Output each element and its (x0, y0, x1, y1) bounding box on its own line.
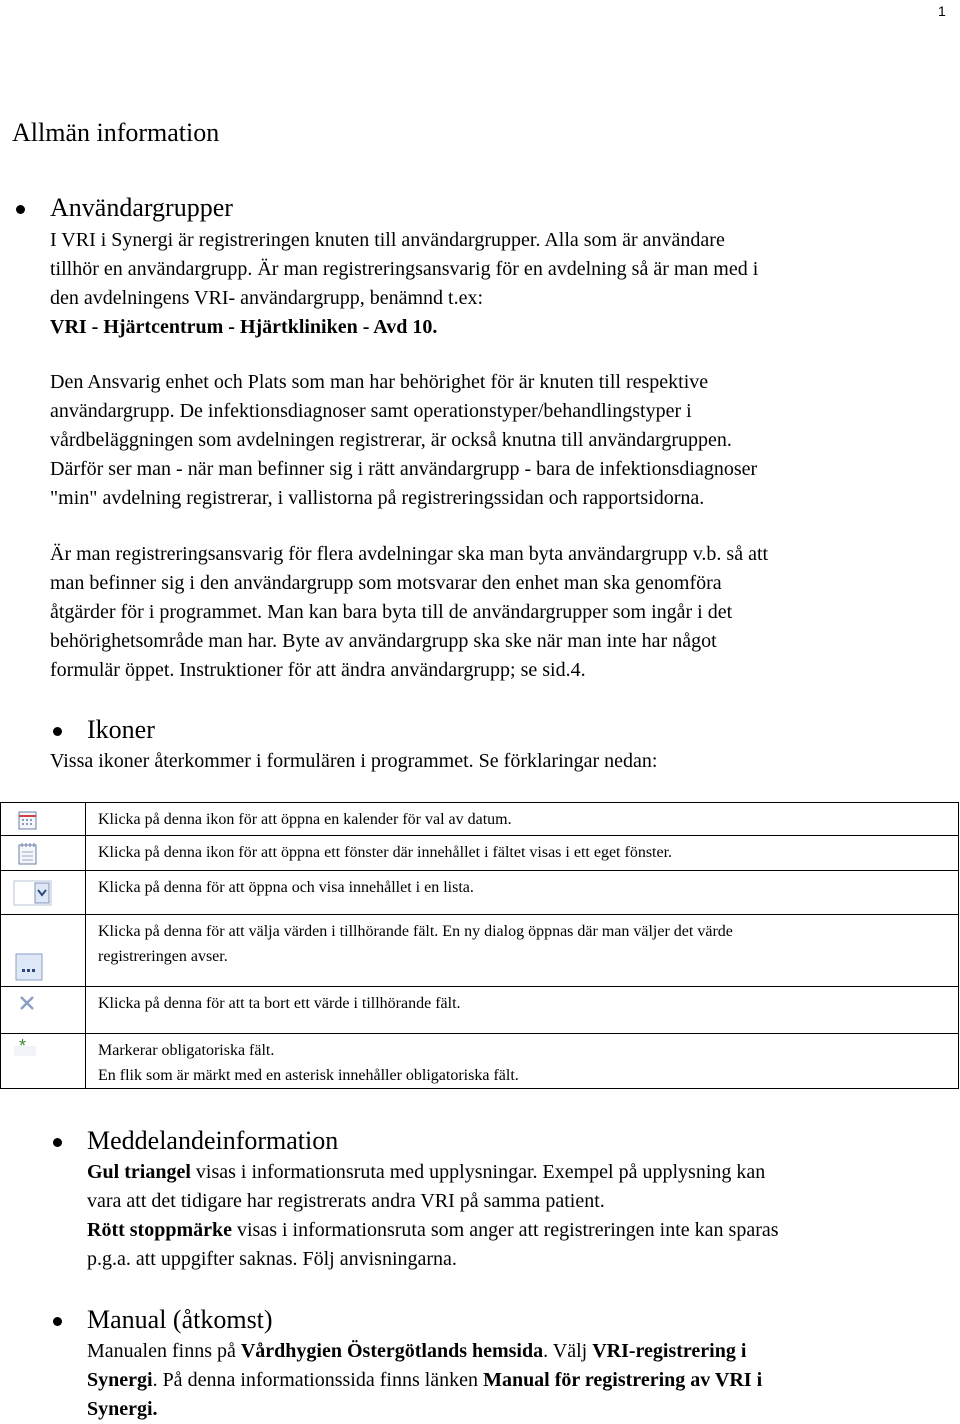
paragraph-meddelande (87, 1158, 779, 1274)
icon-cell (1, 1034, 86, 1089)
icon-description (86, 915, 959, 987)
table-row (1, 871, 959, 915)
bullet-icon (53, 1317, 62, 1326)
description-text: Markerar obligatoriska fält. (98, 1042, 275, 1059)
text-line (87, 1395, 762, 1424)
icon-description (86, 803, 959, 836)
text-line: åtgärder för i programmet. Man kan bara byta till de användargrupper som ingår i det (50, 601, 733, 623)
text-line: man befinner sig i den användargrupp som motsvarar den enhet man ska genomföra (50, 572, 722, 594)
text-line: den avdelningens VRI- användargrupp, benämnd t.ex: (50, 287, 484, 309)
text: visas i informationsruta med upplysningar. Exempel på upplysning kan (190, 1161, 766, 1183)
page-title: Allmän information (12, 118, 220, 147)
text-line (87, 1216, 779, 1245)
bullet-icon (53, 727, 62, 736)
icon-cell (1, 871, 86, 915)
text-line: formulär öppet. Instruktioner för att ändra användargrupp; se sid.4. (50, 659, 586, 681)
section-heading-anvandargrupper: Användargrupper (50, 193, 233, 222)
section-heading-ikoner: Ikoner (87, 715, 155, 744)
bullet-icon (53, 1138, 62, 1147)
table-row (1, 803, 959, 836)
text-line (87, 1337, 762, 1366)
table-row (1, 987, 959, 1034)
calendar-icon (17, 809, 39, 831)
table-row (1, 836, 959, 871)
text-line: Är man registreringsansvarig för flera avdelningar ska man byta användargrupp v.b. så att (50, 543, 769, 565)
dropdown-icon (13, 877, 53, 909)
website-name: Vårdhygien Östergötlands hemsida (240, 1340, 544, 1362)
svg-text:*: * (19, 1036, 27, 1056)
description-text: Klicka på denna ikon för att öppna en kalender för val av datum. (98, 811, 512, 828)
red-stop-term: Rött stoppmärke (87, 1219, 232, 1241)
text: . Välj (543, 1340, 593, 1362)
page-number: 1 (938, 3, 946, 19)
text-line (87, 1366, 762, 1395)
text-line: tillhör en användargrupp. Är man registreringsansvarig för en avdelning så är man med i (50, 258, 759, 280)
menu-choice: VRI-registrering i (592, 1340, 747, 1362)
text: visas i informationsruta som anger att registreringen inte kan sparas (232, 1219, 779, 1241)
manual-link-name: Manual för registrering av VRI i (483, 1369, 763, 1391)
icon-description (86, 987, 959, 1034)
description-text: registreringen avser. (98, 948, 228, 965)
icon-cell (1, 803, 86, 836)
description-text: Klicka på denna för att ta bort ett värde i tillhörande fält. (98, 995, 461, 1012)
icon-legend-table (0, 802, 959, 1089)
text-line: I VRI i Synergi är registreringen knuten till användargrupper. Alla som är användare (50, 229, 725, 251)
ellipsis-icon (15, 953, 43, 981)
section-heading-manual: Manual (åtkomst) (87, 1305, 273, 1334)
menu-choice: Synergi (87, 1369, 153, 1391)
text-line: Den Ansvarig enhet och Plats som man har behörighet för är knuten till respektive (50, 371, 709, 393)
description-text: En flik som är märkt med en asterisk innehåller obligatoriska fält. (98, 1067, 519, 1084)
table-row (1, 1034, 959, 1089)
icon-description (86, 871, 959, 915)
paragraph-anvandargrupper-3 (50, 540, 768, 685)
text-line: behörighetsområde man har. Byte av användargrupp ska ske när man inte har något (50, 630, 717, 652)
text-line: vara att det tidigare har registrerats andra VRI på samma patient. (87, 1190, 605, 1212)
text-line (87, 1158, 779, 1187)
paragraph-anvandargrupper-2 (50, 368, 757, 513)
text: Manualen finns på (87, 1340, 241, 1362)
icon-cell (1, 915, 86, 987)
text-line: vårdbeläggningen som avdelningen registrerar, är också knutna till användargruppen. (50, 429, 732, 451)
manual-link-name: Synergi. (87, 1398, 158, 1420)
icon-description (86, 836, 959, 871)
text-line: "min" avdelning registrerar, i vallistorna på registreringssidan och rapportsidorna. (50, 487, 705, 509)
bullet-icon (16, 205, 25, 214)
clear-x-icon (17, 993, 37, 1013)
text-line: p.g.a. att uppgifter saknas. Följ anvisningarna. (87, 1248, 457, 1270)
description-text: Klicka på denna ikon för att öppna ett fönster där innehållet i fältet visas i ett eget fönster. (98, 844, 673, 861)
text-line: Därför ser man - när man befinner sig i rätt användargrupp - bara de infektionsdiagnoser (50, 458, 758, 480)
notepad-icon (17, 842, 39, 866)
paragraph-manual (87, 1337, 762, 1424)
icon-description (86, 1034, 959, 1089)
description-text: Klicka på denna för att välja värden i tillhörande fält. En ny dialog öppnas där man väljer det värde (98, 923, 733, 940)
icon-cell (1, 987, 86, 1034)
text: . På denna informationssida finns länken (152, 1369, 484, 1391)
section-heading-meddelande: Meddelandeinformation (87, 1126, 339, 1155)
example-group-name: VRI - Hjärtcentrum - Hjärtkliniken - Avd 10. (50, 316, 438, 338)
text-line: användargrupp. De infektionsdiagnoser samt operationstyper/behandlingstyper i (50, 400, 692, 422)
paragraph-anvandargrupper-1 (50, 226, 758, 342)
asterisk-icon (13, 1036, 39, 1058)
yellow-triangle-term: Gul triangel (87, 1161, 191, 1183)
table-row (1, 915, 959, 987)
icon-cell (1, 836, 86, 871)
ikoner-intro: Vissa ikoner återkommer i formulären i programmet. Se förklaringar nedan: (50, 750, 658, 772)
description-text: Klicka på denna för att öppna och visa innehållet i en lista. (98, 879, 474, 896)
